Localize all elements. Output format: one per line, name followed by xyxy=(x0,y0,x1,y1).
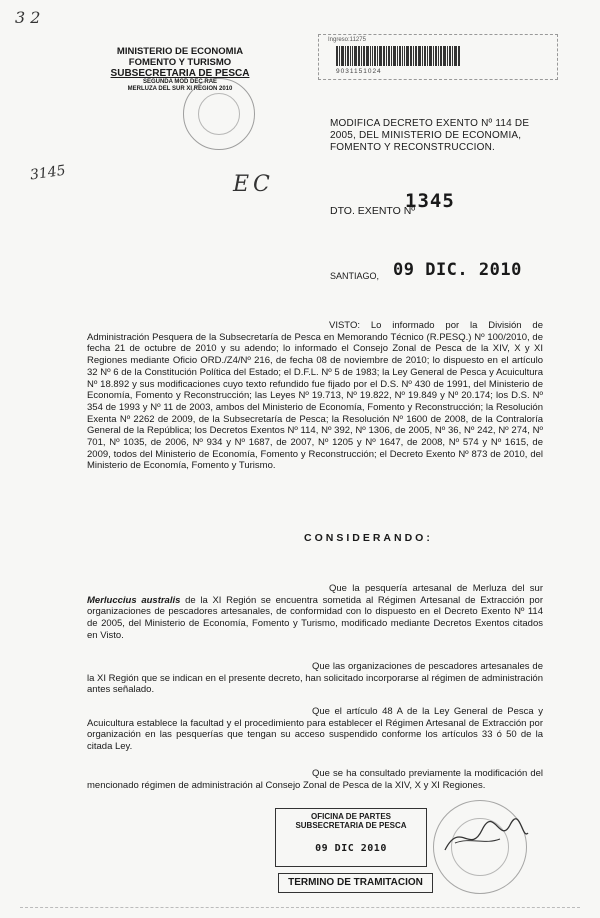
top-margin-marks: 3 2 xyxy=(15,8,41,27)
considerando-2: Que las organizaciones de pescadores artesanales de la XI Región que se indican en el presente decreto, han solicitado incorporarse al régimen de administración antes señalado. xyxy=(87,661,543,696)
handwritten-note-left: 3145 xyxy=(29,162,67,184)
decree-number: 1345 xyxy=(405,190,455,212)
bottom-edge-line xyxy=(20,907,580,908)
decree-subject: MODIFICA DECRETO EXENTO Nº 114 DE 2005, DEL MINISTERIO DE ECONOMIA, FOMENTO Y RECONSTRUCCION. xyxy=(330,118,530,153)
barcode-top-text: Ingreso:11275 xyxy=(328,37,366,43)
decree-label: DTO. EXENTO Nº xyxy=(330,205,416,217)
considerando-4: Que se ha consultado previamente la modificación del mencionado régimen de administración al Consejo Zonal de Pesca de la XIV, X y XI Regiones. xyxy=(87,768,543,791)
stamp-date: 09 DIC 2010 xyxy=(315,843,387,854)
handwritten-note-center: EC xyxy=(233,172,274,197)
decree-place: SANTIAGO, xyxy=(330,271,380,281)
tramitacion-stamp: TERMINO DE TRAMITACION xyxy=(278,873,433,893)
stamp-line-2: SUBSECRETARIA DE PESCA xyxy=(295,821,407,830)
considerando-1: Que la pesquería artesanal de Merluza del sur Merluccius australis de la XI Región se encuentra sometida al Régimen Artesanal de Extracción por organizaciones de pescadores artesanales, de conformidad con lo dispuesto en el Decreto Exento Nº 114 de 2005, del Ministerio de Economía, Fomento y Turismo, modificado mediante Decretos Exentos citados en Visto. xyxy=(87,583,543,641)
considerando-3: Que el artículo 48 A de la Ley General de Pesca y Acuicultura establece la facultad y el procedimiento para establecer el Régimen Artesanal de Extracción por organización en las pesquerías que tengan su acceso suspendido conforme los artículos 33 ó 50 de la citada Ley. xyxy=(87,706,543,753)
ministry-line-1: MINISTERIO DE ECONOMIA xyxy=(116,46,244,57)
stamp-line-1: OFICINA DE PARTES xyxy=(310,812,391,821)
considerando-heading: CONSIDERANDO: xyxy=(304,532,433,544)
ministry-line-2: FOMENTO Y TURISMO xyxy=(128,57,232,68)
species-name: Merluccius australis xyxy=(87,594,181,606)
visto-paragraph xyxy=(87,320,543,472)
ministry-seal-inner xyxy=(198,93,240,135)
ministry-line-4: SEGUNDA MOD DEC RAE xyxy=(142,79,218,85)
barcode-icon xyxy=(336,46,536,66)
barcode-number: 9031151024 xyxy=(336,68,382,75)
ministry-line-5: MERLUZA DEL SUR XI REGION 2010 xyxy=(127,86,233,92)
oficina-partes-stamp xyxy=(275,808,427,867)
visto-text: VISTO: Lo informado por la División de Administración Pesquera de la Subsecretaría de Pesca en Memorando Técnico (R.PESQ.) Nº 100/2010, de fecha 21 de octubre de 2010 y su adendo; lo informado el Consejo Zonal de Pesca de la XIV, X y XI Regiones mediante Oficio ORD./Z4/Nº 216, de fecha 08 de noviembre de 2010; lo dispuesto en el artículo 32 Nº 6 de la Constitución Política del Estado; el D.F.L. Nº 5 de 1983; la Ley General de Pesca y Acuicultura Nº 18.892 y sus modificaciones cuyo texto refundido fue fijado por el D.S. Nº 430 de 1991, del Ministerio de Economía, Fomento y Reconstrucción; las Leyes Nº 19.713, Nº 19.822, Nº 19.849 y Nº 20.174; los D.S. Nº 354 de 1993 y Nº 11 de 2003, ambos del Ministerio de Economía, Fomento y Reconstrucción; la Resolución Exenta Nº 2262 de 2009, de la Subsecretaría de Pesca; la Resolución Nº 1600 de 2008, de la Contraloría General de la República; los Decretos Exentos Nº 114, Nº 392, Nº 1306, de 2005, Nº 36, Nº 242, Nº 274, Nº 701, Nº 1035, de 2006, Nº 934 y Nº 1687, de 2007, Nº 1205 y Nº 1647, de 2008, Nº 574 y Nº 1615, de 2009, todos del Ministerio de Economía, Fomento y Reconstrucción; el Decreto Exento Nº 873 de 2010, del Ministerio de Economía, Fomento y Turismo. xyxy=(87,320,543,472)
signature-icon xyxy=(440,815,530,860)
ministry-line-3: SUBSECRETARIA DE PESCA xyxy=(110,68,250,79)
decree-date: 09 DIC. 2010 xyxy=(393,260,522,280)
